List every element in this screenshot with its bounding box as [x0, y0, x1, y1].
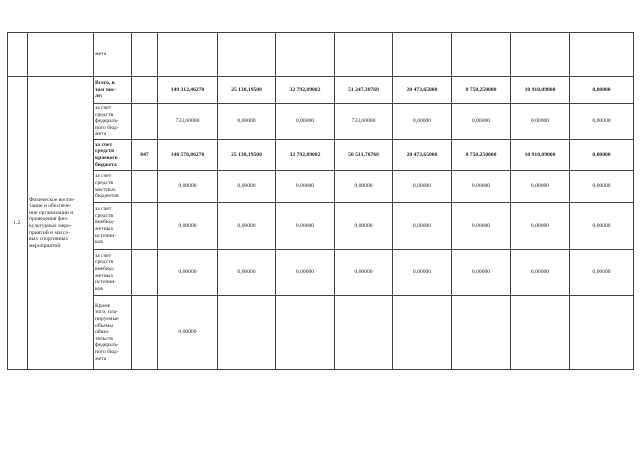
value-cell-year-2: 0,00000: [218, 171, 276, 203]
table-row: [8, 250, 634, 296]
value-cell-year-8: 0,00000: [570, 250, 634, 296]
value-cell-year-1: 0,00000: [158, 171, 218, 203]
value-cell-year-2: 25 138,19500: [218, 77, 276, 104]
funding-source-label: за счет средств федераль- ного бюд- жета: [94, 104, 132, 140]
source-cell: жета: [94, 33, 132, 77]
value-cell-year-2: 0,00000: [218, 250, 276, 296]
value-cell-year-7: 0,00000: [511, 250, 570, 296]
value-cell-year-6: 0,00000: [452, 250, 511, 296]
value-cell-year-3: 0,00000: [276, 104, 335, 140]
value-cell-year-1: 148 578,86270: [158, 140, 218, 171]
value-cell-year-3: 0,00000: [276, 171, 335, 203]
budget-table: [7, 32, 634, 370]
value-cell-year-2: 25 138,19500: [218, 140, 276, 171]
value-cell-year-2: 0,00000: [218, 203, 276, 250]
value-cell-year-4: 0,00000: [335, 171, 393, 203]
value-cell-year-3: 32 792,89002: [276, 140, 335, 171]
row-number: 1.2.: [8, 77, 28, 370]
value-cell-year-4: 733,60000: [335, 104, 393, 140]
budget-code: [132, 171, 158, 203]
budget-code: [132, 77, 158, 104]
value-cell-year-5: 20 473,65000: [393, 77, 452, 104]
budget-code: [132, 104, 158, 140]
value-cell-year-4: 51 247,38768: [335, 77, 393, 104]
funding-source-label: за счет средств местных бюджетов: [94, 171, 132, 203]
budget-code: [132, 250, 158, 296]
value-cell-year-4: 0,00000: [335, 250, 393, 296]
funding-source-label: за счет средств внебюд- жетных источни- ков: [94, 203, 132, 250]
value-cell-year-1: 0,00000: [158, 250, 218, 296]
value-cell-year-3: 0,00000: [276, 203, 335, 250]
value-cell-year-6: 0,00000: [452, 203, 511, 250]
value-cell-year-3: 0,00000: [276, 250, 335, 296]
value-cell-year-5: 0,00000: [393, 203, 452, 250]
funding-source-label: за счет средств краевого бюджета: [94, 140, 132, 171]
funding-source-label: Всего, в том чис- ле:: [94, 77, 132, 104]
row-number-cell: [8, 33, 28, 77]
value-cell-year-8: 0,00000: [570, 77, 634, 104]
budget-code: [132, 203, 158, 250]
value-cell-year-5: 0,00000: [393, 104, 452, 140]
value-cell-year-8: 0,00000: [570, 203, 634, 250]
value-cell-year-6: 0,00000: [452, 104, 511, 140]
value-cell-year-5: [393, 296, 452, 370]
value-cell-year-4: [335, 296, 393, 370]
value-cell-year-7: 0,00000: [511, 171, 570, 203]
table-row: [8, 77, 634, 104]
budget-code: 847: [132, 140, 158, 171]
value-cell-year-7: 0,00000: [511, 203, 570, 250]
table-row: [8, 171, 634, 203]
value-cell-year-3: 32 792,89002: [276, 77, 335, 104]
table-row: [8, 140, 634, 171]
value-cell-year-1: 0,00000: [158, 296, 218, 370]
value-cell-year-6: 8 750,250000: [452, 77, 511, 104]
value-cell-year-5: 0,00000: [393, 250, 452, 296]
value-cell-year-5: 20 473,65000: [393, 140, 452, 171]
value-cell-year-8: 0,00000: [570, 171, 634, 203]
value-cell-year-8: [570, 296, 634, 370]
value-cell-year-3: [276, 296, 335, 370]
value-cell-year-7: 10 910,09000: [511, 77, 570, 104]
value-cell-year-2: 0,00000: [218, 104, 276, 140]
value-cell-year-1: 0,00000: [158, 203, 218, 250]
table-row: [8, 33, 634, 77]
value-cell-year-4: 50 513,78768: [335, 140, 393, 171]
activity-name: Физическое воспи- тание и обеспече- ние организации и проведения физ- культурных меро- приятий и массо- вых спортивных мероприятий: [28, 77, 94, 370]
activity-name-cell: [28, 33, 94, 77]
value-cell-year-8: 0,00000: [570, 104, 634, 140]
value-cell-year-7: [511, 296, 570, 370]
value-cell-year-2: [218, 296, 276, 370]
table-row: [8, 296, 634, 370]
value-cell-year-6: 0,00000: [452, 171, 511, 203]
table-row: [8, 203, 634, 250]
table-row: [8, 104, 634, 140]
value-cell-year-6: [452, 296, 511, 370]
value-cell-year-6: 8 750,250000: [452, 140, 511, 171]
funding-source-label: за счет средств внебюд- жетных источни- ков: [94, 250, 132, 296]
value-cell-year-1: 149 312,46270: [158, 77, 218, 104]
value-cell-year-4: 0,00000: [335, 203, 393, 250]
value-cell-year-7: 10 910,09000: [511, 140, 570, 171]
value-cell-year-8: 0,00000: [570, 140, 634, 171]
value-cell-year-7: 0,00000: [511, 104, 570, 140]
funding-source-label: Кроме того, пла- нируемые объемы обяза- тельств федераль- ного бюд- жета: [94, 296, 132, 370]
value-cell-year-5: 0,00000: [393, 171, 452, 203]
value-cell-year-1: 733,60000: [158, 104, 218, 140]
budget-code: [132, 296, 158, 370]
